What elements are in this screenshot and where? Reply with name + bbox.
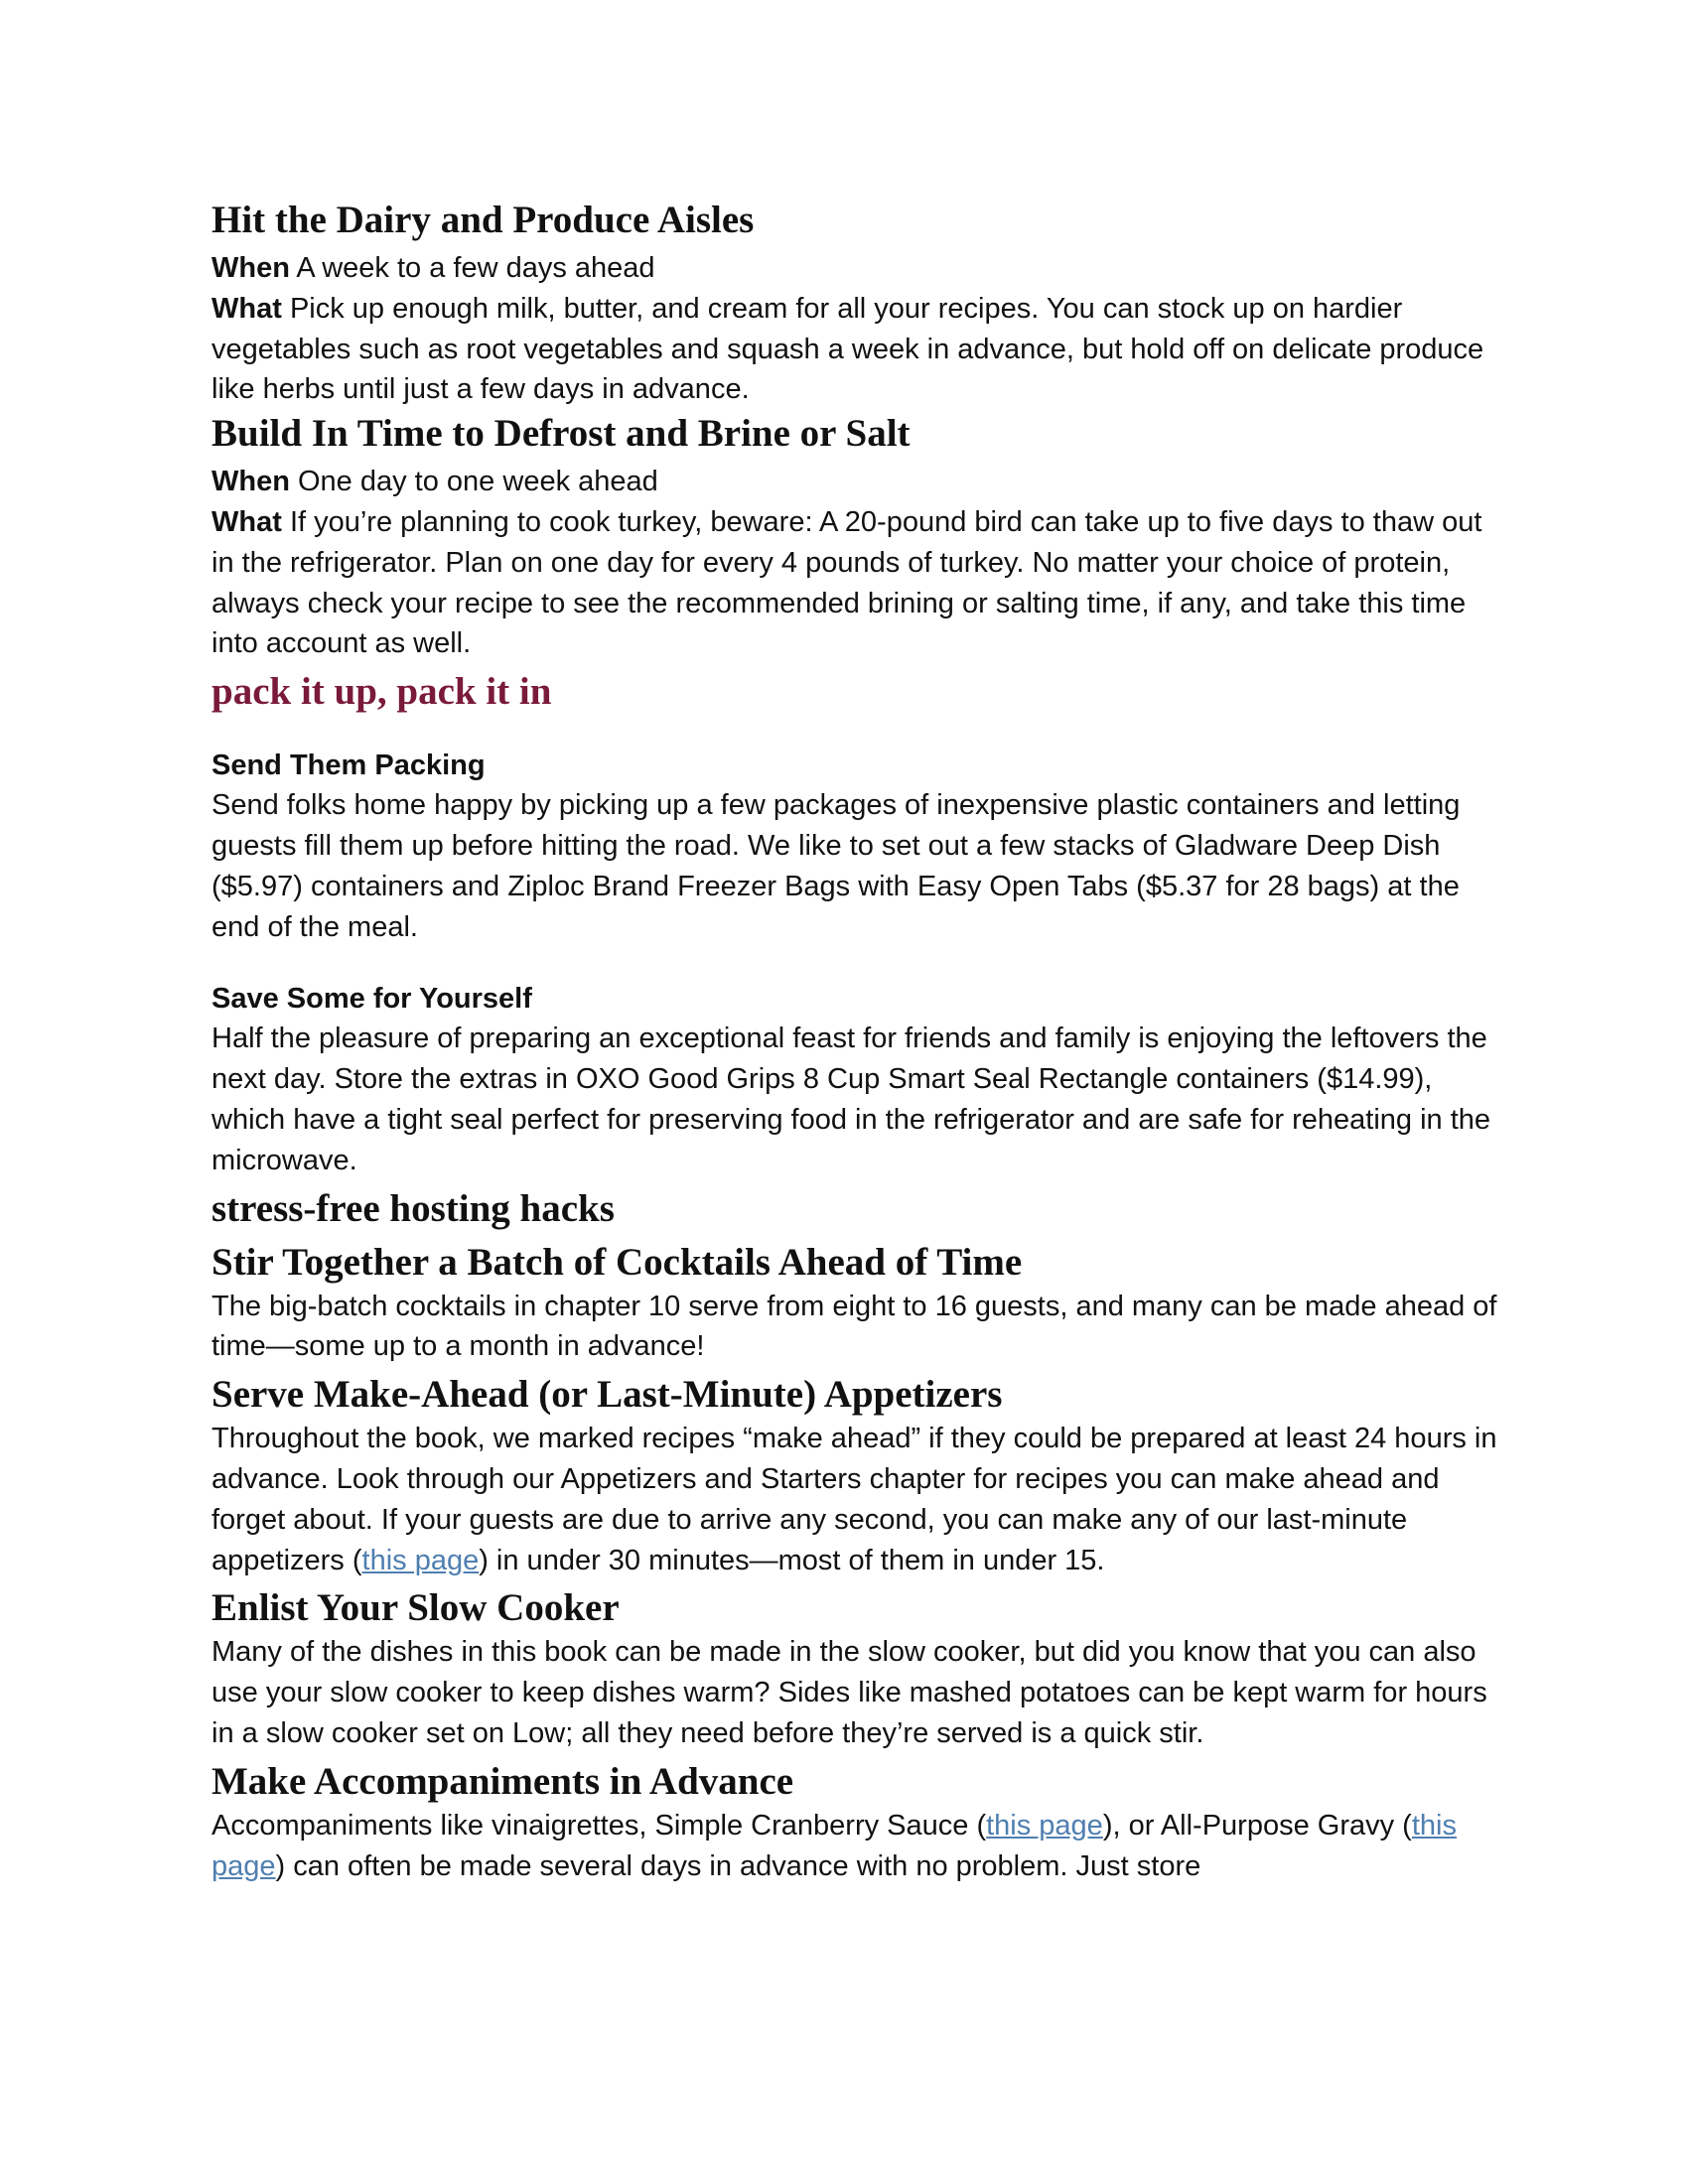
appetizers-text-after: ) in under 30 minutes—most of them in under 15. xyxy=(479,1544,1105,1576)
heading-dairy: Hit the Dairy and Produce Aisles xyxy=(211,199,755,241)
this-page-link[interactable]: this page xyxy=(986,1809,1103,1842)
what-text: If you’re planning to cook turkey, beware: A 20-pound bird can take up to five days to thaw out in the refrigerator. Plan on one day for every 4 pounds of turkey. No matter your choice of protein, always check your recipe to see the recommended brining or salting time, if any, and take this time into account as well. xyxy=(211,505,1482,660)
document-page xyxy=(211,197,1502,1886)
heading-slow-cooker: Enlist Your Slow Cooker xyxy=(211,1586,620,1630)
appetizers-text-before: Throughout the book, we marked recipes “make ahead” if they could be prepared at least 24 hours in advance. Look through our Appetizers and Starters chapter for recipes you can make ahead and forget about. If your guests are due to arrive any second, you can make any of our last-minute appetizers ( xyxy=(211,1423,1497,1576)
when-label: When xyxy=(211,252,290,284)
defrost-when xyxy=(211,462,1502,502)
accomp-text-3: ) can often be made several days in advance with no problem. Just store xyxy=(275,1849,1201,1882)
slow-cooker-text: Many of the dishes in this book can be made in the slow cooker, but did you know that you can also use your slow cooker to keep dishes warm? Sides like mashed potatoes can be kept warm for hours in a slow cooker set on Low; all they need before they’re served is a quick stir. xyxy=(211,1636,1487,1749)
send-them-packing-text: Send folks home happy by picking up a few packages of inexpensive plastic containers and letting guests fill them up before hitting the road. We like to set out a few stacks of Gladware Deep Dish ($5.97) containers and Ziploc Brand Freezer Bags with Easy Open Tabs ($5.37 for 28 bags) at the end of the meal. xyxy=(211,789,1461,943)
when-label: When xyxy=(211,466,290,498)
this-page-link[interactable]: this page xyxy=(211,1809,1457,1882)
subheading-send-them-packing: Send Them Packing xyxy=(211,750,486,782)
this-page-link[interactable]: this page xyxy=(361,1544,480,1576)
what-label: What xyxy=(211,505,282,538)
when-text: A week to a few days ahead xyxy=(296,252,655,284)
heading-pack-it-up: pack it up, pack it in xyxy=(211,670,552,714)
when-text: One day to one week ahead xyxy=(298,466,658,498)
appetizers-text xyxy=(211,1419,1502,1580)
heading-defrost: Build In Time to Defrost and Brine or Salt xyxy=(211,412,911,456)
accomp-text-2: ), or All-Purpose Gravy ( xyxy=(1102,1809,1412,1842)
heading-hosting-hacks: stress-free hosting hacks xyxy=(211,1186,615,1230)
heading-accompaniments: Make Accompaniments in Advance xyxy=(211,1759,794,1803)
what-label: What xyxy=(211,292,282,325)
heading-cocktails: Stir Together a Batch of Cocktails Ahead of Time xyxy=(211,1240,1023,1284)
what-text: Pick up enough milk, butter, and cream for all your recipes. You can stock up on hardier vegetables such as root vegetables and squash a week in advance, but hold off on delicate produce like herbs until just a few days in advance. xyxy=(211,292,1484,406)
dairy-what xyxy=(211,289,1502,410)
defrost-what xyxy=(211,502,1502,664)
subheading-save-some: Save Some for Yourself xyxy=(211,983,532,1016)
accompaniments-text xyxy=(211,1806,1502,1887)
accomp-text-1: Accompaniments like vinaigrettes, Simple Cranberry Sauce ( xyxy=(211,1809,987,1842)
dairy-when xyxy=(211,248,1502,289)
save-some-text: Half the pleasure of preparing an exceptional feast for friends and family is enjoying the leftovers the next day. Store the extras in OXO Good Grips 8 Cup Smart Seal Rectangle containers ($14.99), which have a tight seal perfect for preserving food in the refrigerator and are safe for reheating in the microwave. xyxy=(211,1023,1491,1176)
cocktails-text: The big-batch cocktails in chapter 10 serve from eight to 16 guests, and many can be made ahead of time—some up to a month in advance! xyxy=(211,1290,1497,1363)
heading-appetizers: Serve Make-Ahead (or Last-Minute) Appetizers xyxy=(211,1373,1003,1417)
